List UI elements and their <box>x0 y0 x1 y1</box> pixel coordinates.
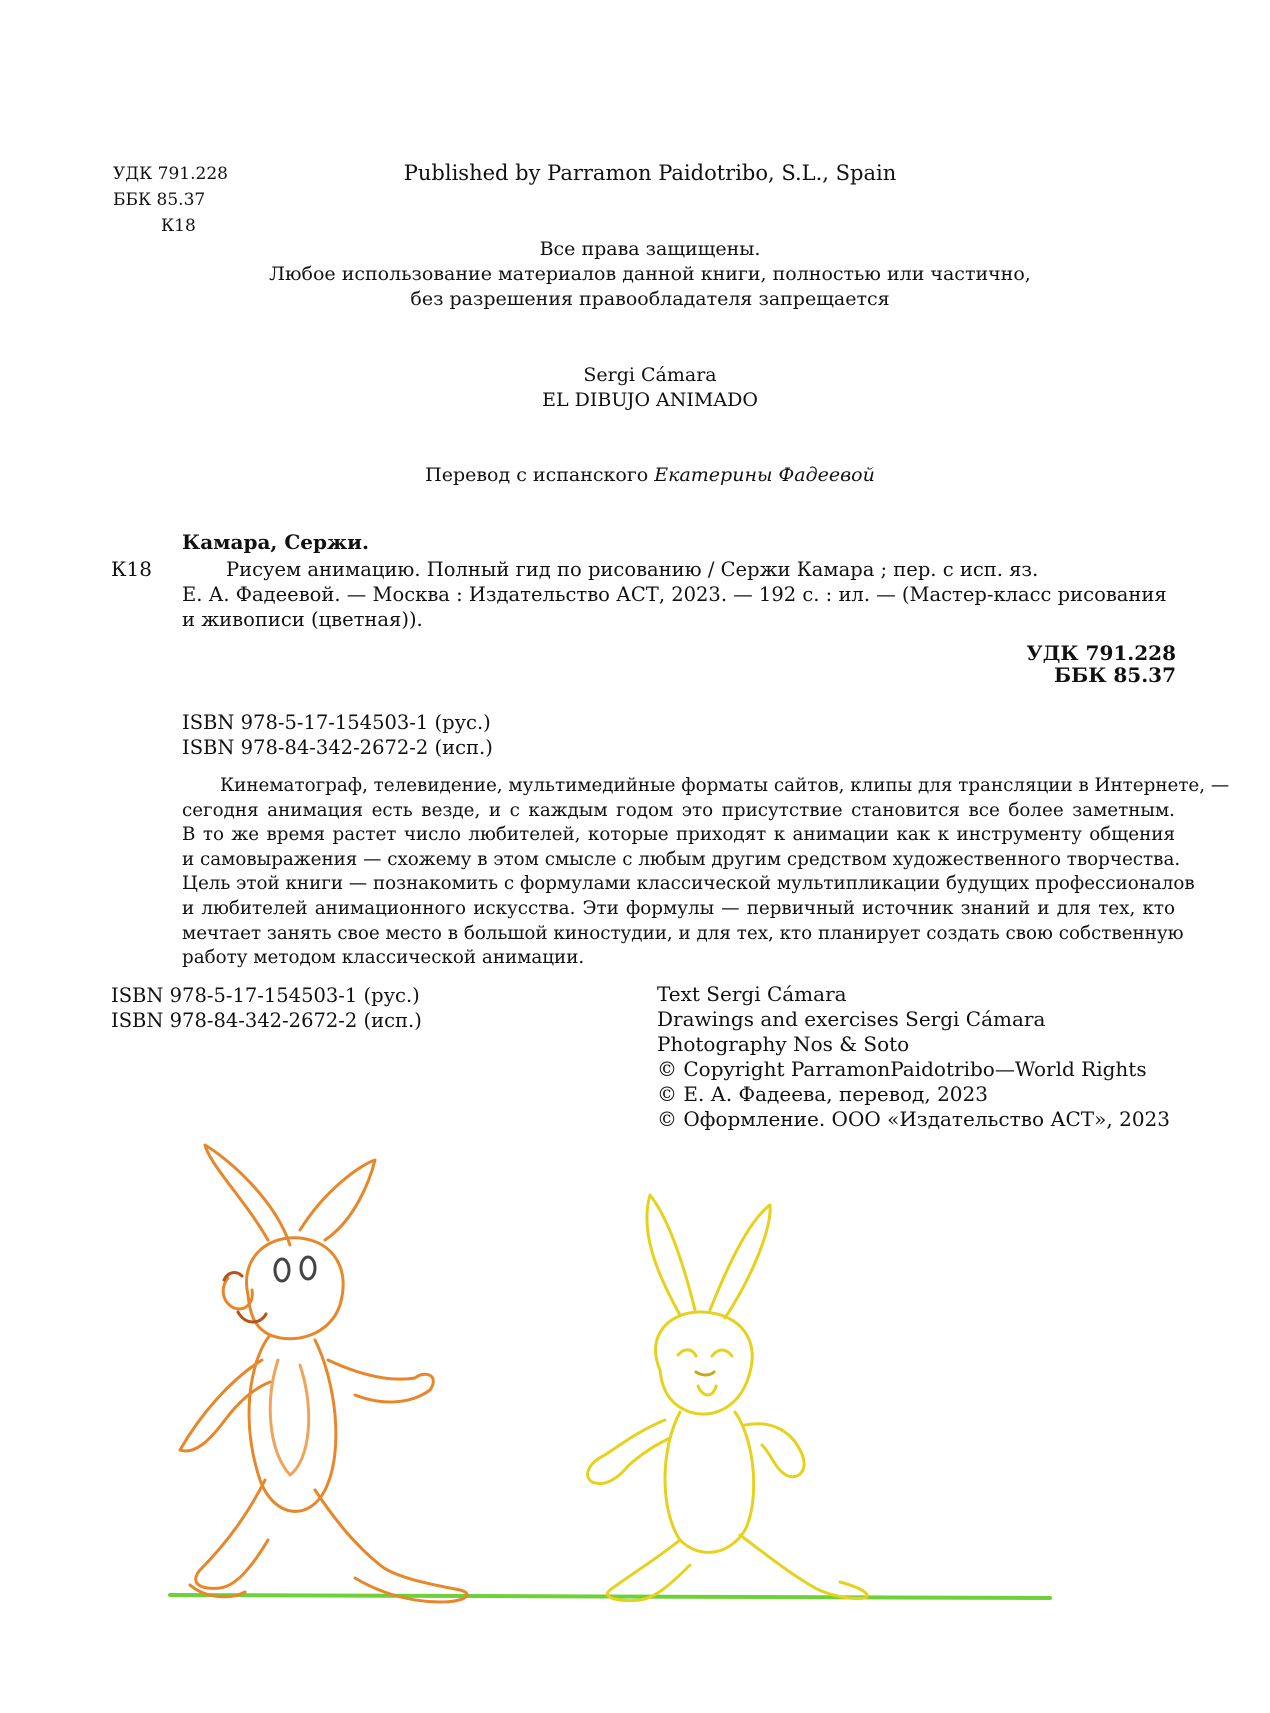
annotation-paragraph <box>182 774 1230 971</box>
record-author-mark: К18 <box>111 557 152 581</box>
rights-line: Любое использование материалов данной книги, полностью или частично, <box>269 263 1031 285</box>
bbk-code: ББК 85.37 <box>113 190 206 210</box>
record-description <box>182 557 1182 632</box>
translation-credit <box>300 462 1000 488</box>
rights-line: без разрешения правообладателя запрещается <box>410 288 890 310</box>
isbn-block-bottom <box>111 983 422 1033</box>
annotation-line: Кинематограф, телевидение, мультимедийные форматы сайтов, клипы для трансляции в Интернете, — <box>220 775 1230 796</box>
annotation-line: работу методом классической анимации. <box>182 947 585 969</box>
annotation-line: сегодня анимация есть везде, и с каждым годом это присутствие становится все более заметным. <box>182 799 1175 821</box>
annotation-line: и любителей анимационного искусства. Эти формулы — первичный источник знаний и для тех, кто <box>182 897 1175 919</box>
yellow-rabbit-drawing <box>588 1195 868 1601</box>
record-line: Рисуем анимацию. Полный гид по рисованию / Сержи Камара ; пер. с исп. яз. <box>226 558 1039 581</box>
original-edition <box>300 363 1000 413</box>
isbn-esp: ISBN 978-84-342-2672-2 (исп.) <box>111 1009 422 1032</box>
annotation-line: В то же время растет число любителей, которые приходят к анимации как к инструменту общения <box>182 824 1175 846</box>
rabbits-sketch-illustration <box>150 1120 1070 1680</box>
isbn-block <box>182 710 493 760</box>
classification-codes-right <box>1026 642 1176 686</box>
annotation-line: Цель этой книги — познакомить с формулами классической мультипликации будущих профессионалов <box>182 873 1195 895</box>
rights-line: Все права защищены. <box>539 238 761 260</box>
record-author: Камара, Сержи. <box>182 530 369 554</box>
isbn-rus: ISBN 978-5-17-154503-1 (рус.) <box>111 984 420 1007</box>
bbk-code-bold: ББК 85.37 <box>1054 663 1176 687</box>
translation-prefix: Перевод с испанского <box>425 464 655 486</box>
credit-line: © Оформление. ООО «Издательство АСТ», 2023 <box>657 1107 1170 1131</box>
udk-code: УДК 791.228 <box>113 164 228 184</box>
author-mark: К18 <box>161 216 196 236</box>
record-line: и живописи (цветная)). <box>182 608 423 631</box>
credit-line: Photography Nos & Soto <box>657 1032 910 1056</box>
classification-codes-top-left <box>113 161 228 239</box>
credit-line: Text Sergi Cámara <box>657 982 847 1006</box>
credit-line: © Е. А. Фадеева, перевод, 2023 <box>657 1082 988 1106</box>
annotation-line: мечтает занять свое место в большой киностудии, и для тех, кто планирует создать свою собственную <box>182 922 1184 944</box>
isbn-esp: ISBN 978-84-342-2672-2 (исп.) <box>182 736 493 759</box>
copyright-credits <box>657 982 1170 1132</box>
rights-notice <box>180 237 1120 312</box>
credit-line: Drawings and exercises Sergi Cámara <box>657 1007 1046 1031</box>
annotation-line: и самовыражения — схожему в этом смысле с любым другим средством художественного творчества. <box>182 848 1181 870</box>
publisher-line: Published by Parramon Paidotribo, S.L., Spain <box>403 161 897 185</box>
record-line: Е. А. Фадеевой. — Москва : Издательство АСТ, 2023. — 192 с. : ил. — (Мастер-класс рисования <box>182 583 1167 606</box>
udk-code-bold: УДК 791.228 <box>1026 641 1176 665</box>
original-title: EL DIBUJO ANIMADO <box>542 389 758 411</box>
credit-line: © Copyright ParramonPaidotribo—World Rights <box>657 1057 1147 1081</box>
original-author: Sergi Cámara <box>583 364 717 386</box>
translator-name: Екатерины Фадеевой <box>654 464 875 486</box>
orange-rabbit-drawing <box>180 1145 467 1602</box>
isbn-rus: ISBN 978-5-17-154503-1 (рус.) <box>182 711 491 734</box>
